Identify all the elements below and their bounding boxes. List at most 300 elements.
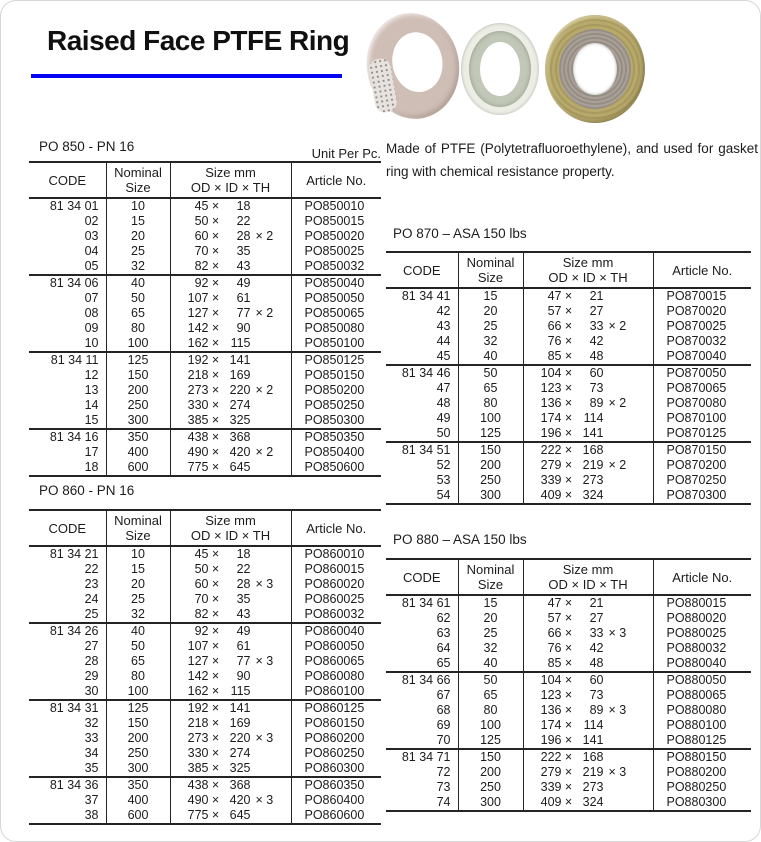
article-no-cell: PO850080	[291, 321, 381, 336]
size-cell: 70 × 35	[170, 592, 291, 607]
code-cell: 64	[436, 641, 451, 655]
po860-table	[29, 509, 381, 825]
column-header: Size mm OD × ID × TH	[170, 510, 291, 546]
article-no-cell: PO850015	[291, 214, 381, 229]
po880-table	[386, 558, 751, 812]
code-cell: 23	[84, 577, 99, 591]
nominal-size-cell: 400	[106, 793, 170, 808]
code-group	[29, 275, 381, 352]
table-row	[386, 795, 751, 811]
article-no-cell: PO880050	[653, 672, 751, 688]
nominal-size-cell: 100	[458, 718, 523, 733]
size-cell: 57 × 27	[523, 304, 653, 319]
nominal-size-cell: 150	[458, 442, 523, 458]
article-no-cell: PO870025	[653, 319, 751, 334]
table-row	[386, 703, 751, 718]
size-cell: 107 × 61	[170, 639, 291, 654]
nominal-size-cell: 32	[106, 607, 170, 623]
code-cell: 02	[84, 214, 99, 228]
article-no-cell: PO870080	[653, 396, 751, 411]
nominal-size-cell: 200	[458, 765, 523, 780]
article-no-cell: PO850600	[291, 460, 381, 476]
table-row	[29, 445, 381, 460]
article-no-cell: PO860040	[291, 623, 381, 639]
article-no-cell: PO860150	[291, 716, 381, 731]
article-no-cell: PO860200	[291, 731, 381, 746]
code-cell: 81 34 16	[49, 430, 99, 444]
size-cell: 104 × 60	[523, 672, 653, 688]
table-row	[386, 473, 751, 488]
code-group	[386, 595, 751, 672]
size-cell: 136 × 89 × 3	[523, 703, 653, 718]
table-row	[386, 656, 751, 672]
article-no-cell: PO850025	[291, 244, 381, 259]
table-row	[29, 746, 381, 761]
code-cell: 38	[84, 808, 99, 822]
code-cell: 73	[436, 780, 451, 794]
column-header: CODE	[48, 520, 87, 536]
nominal-size-cell: 25	[458, 319, 523, 334]
article-no-cell: PO860032	[291, 607, 381, 623]
code-cell: 62	[436, 611, 451, 625]
table-row	[386, 304, 751, 319]
code-cell: 43	[436, 319, 451, 333]
size-cell: 45 × 18	[170, 546, 291, 562]
size-cell: 192 × 141	[170, 700, 291, 716]
size-cell: 47 × 21	[523, 595, 653, 611]
nominal-size-cell: 125	[458, 733, 523, 749]
code-group	[29, 352, 381, 429]
article-no-cell: PO870040	[653, 349, 751, 365]
article-no-cell: PO860600	[291, 808, 381, 824]
table-row	[386, 626, 751, 641]
article-no-cell: PO860015	[291, 562, 381, 577]
column-header: Nominal Size	[106, 162, 170, 198]
size-cell: 192 × 141	[170, 352, 291, 368]
column-header: Size mm OD × ID × TH	[523, 559, 653, 595]
size-cell: 339 × 273	[523, 780, 653, 795]
article-no-cell: PO850040	[291, 275, 381, 291]
table-row	[29, 607, 381, 623]
code-cell: 68	[436, 703, 451, 717]
size-cell: 142 × 90	[170, 321, 291, 336]
article-no-cell: PO880080	[653, 703, 751, 718]
column-header: Size mm OD × ID × TH	[523, 252, 653, 288]
column-header: CODE	[402, 262, 441, 278]
code-cell: 81 34 06	[49, 276, 99, 290]
article-no-cell: PO850150	[291, 368, 381, 383]
table-row	[386, 765, 751, 780]
article-no-cell: PO880150	[653, 749, 751, 765]
code-cell: 34	[84, 746, 99, 760]
nominal-size-cell: 300	[458, 488, 523, 504]
table-row	[386, 749, 751, 765]
code-cell: 81 34 26	[49, 624, 99, 638]
table-row	[29, 336, 381, 352]
table-row	[29, 413, 381, 429]
size-cell: 162 × 115	[170, 336, 291, 352]
code-cell: 27	[84, 639, 99, 653]
code-cell: 10	[84, 336, 99, 350]
size-cell: 45 × 18	[170, 198, 291, 214]
nominal-size-cell: 40	[106, 275, 170, 291]
code-cell: 03	[84, 229, 99, 243]
nominal-size-cell: 15	[458, 595, 523, 611]
nominal-size-cell: 350	[106, 777, 170, 793]
code-cell: 81 34 71	[401, 750, 451, 764]
code-cell: 53	[436, 473, 451, 487]
code-cell: 72	[436, 765, 451, 779]
nominal-size-cell: 15	[106, 214, 170, 229]
table-row	[29, 352, 381, 368]
size-cell: 339 × 273	[523, 473, 653, 488]
nominal-size-cell: 100	[106, 336, 170, 352]
nominal-size-cell: 300	[106, 413, 170, 429]
code-cell: 08	[84, 306, 99, 320]
table-heading-po850: PO 850 - PN 16	[39, 139, 135, 154]
nominal-size-cell: 150	[106, 716, 170, 731]
article-no-cell: PO870065	[653, 381, 751, 396]
size-cell: 85 × 48	[523, 656, 653, 672]
table-row	[29, 777, 381, 793]
table-row	[29, 731, 381, 746]
nominal-size-cell: 65	[458, 688, 523, 703]
size-cell: 82 × 43	[170, 607, 291, 623]
code-cell: 81 34 31	[49, 701, 99, 715]
table-row	[29, 398, 381, 413]
product-description: Made of PTFE (Polytetrafluoroethylene), and used for gasket ring with chemical resistance property.	[386, 141, 758, 179]
table-row	[29, 460, 381, 476]
code-cell: 81 34 41	[401, 289, 451, 303]
article-no-cell: PO870125	[653, 426, 751, 442]
table-row	[29, 368, 381, 383]
size-cell: 218 × 169	[170, 368, 291, 383]
size-cell: 279 × 219 × 3	[523, 765, 653, 780]
nominal-size-cell: 50	[106, 639, 170, 654]
article-no-cell: PO850010	[291, 198, 381, 214]
code-cell: 44	[436, 334, 451, 348]
table-row	[29, 306, 381, 321]
nominal-size-cell: 15	[458, 288, 523, 304]
title-underline	[31, 74, 342, 78]
nominal-size-cell: 80	[458, 703, 523, 718]
nominal-size-cell: 80	[106, 669, 170, 684]
article-no-cell: PO880040	[653, 656, 751, 672]
table-row	[29, 198, 381, 214]
size-cell: 92 × 49	[170, 623, 291, 639]
po870-table	[386, 251, 751, 505]
article-no-cell: PO850125	[291, 352, 381, 368]
size-cell: 92 × 49	[170, 275, 291, 291]
nominal-size-cell: 50	[458, 672, 523, 688]
article-no-cell: PO850032	[291, 259, 381, 275]
article-no-cell: PO880125	[653, 733, 751, 749]
table-row	[29, 562, 381, 577]
article-no-cell: PO850100	[291, 336, 381, 352]
nominal-size-cell: 350	[106, 429, 170, 445]
article-no-cell: PO880025	[653, 626, 751, 641]
size-cell: 60 × 28 × 3	[170, 577, 291, 592]
code-cell: 14	[84, 398, 99, 412]
nominal-size-cell: 20	[458, 304, 523, 319]
table-row	[29, 275, 381, 291]
nominal-size-cell: 125	[458, 426, 523, 442]
nominal-size-cell: 40	[106, 623, 170, 639]
nominal-size-cell: 250	[106, 398, 170, 413]
article-no-cell: PO880032	[653, 641, 751, 656]
code-cell: 81 34 51	[401, 443, 451, 457]
table-row	[29, 383, 381, 398]
size-cell: 66 × 33 × 3	[523, 626, 653, 641]
nominal-size-cell: 250	[458, 473, 523, 488]
code-group	[386, 442, 751, 504]
article-no-cell: PO850300	[291, 413, 381, 429]
table-row	[29, 623, 381, 639]
table-row	[386, 595, 751, 611]
table-row	[386, 688, 751, 703]
table-row	[29, 577, 381, 592]
size-cell: 174 × 114	[523, 718, 653, 733]
size-cell: 438 × 368	[170, 429, 291, 445]
nominal-size-cell: 25	[106, 244, 170, 259]
nominal-size-cell: 20	[106, 577, 170, 592]
table-row	[386, 488, 751, 504]
table-row	[29, 700, 381, 716]
size-cell: 775 × 645	[170, 460, 291, 476]
size-cell: 490 × 420 × 2	[170, 445, 291, 460]
po850-table	[29, 161, 381, 477]
size-cell: 279 × 219 × 2	[523, 458, 653, 473]
code-cell: 81 34 36	[49, 778, 99, 792]
nominal-size-cell: 300	[106, 761, 170, 777]
article-no-cell: PO860065	[291, 654, 381, 669]
table-row	[29, 716, 381, 731]
nominal-size-cell: 32	[458, 641, 523, 656]
nominal-size-cell: 50	[106, 291, 170, 306]
article-no-cell: PO850400	[291, 445, 381, 460]
code-cell: 65	[436, 656, 451, 670]
size-cell: 222 × 168	[523, 749, 653, 765]
article-no-cell: PO880250	[653, 780, 751, 795]
table-row	[386, 426, 751, 442]
code-cell: 81 34 21	[49, 547, 99, 561]
size-cell: 76 × 42	[523, 334, 653, 349]
code-group	[29, 623, 381, 700]
size-cell: 196 × 141	[523, 426, 653, 442]
article-no-cell: PO880300	[653, 795, 751, 811]
table-row	[29, 244, 381, 259]
nominal-size-cell: 200	[106, 383, 170, 398]
size-cell: 330 × 274	[170, 398, 291, 413]
code-cell: 12	[84, 368, 99, 382]
nominal-size-cell: 15	[106, 562, 170, 577]
code-cell: 45	[436, 349, 451, 363]
article-no-cell: PO860025	[291, 592, 381, 607]
size-cell: 409 × 324	[523, 488, 653, 504]
nominal-size-cell: 10	[106, 546, 170, 562]
code-group	[386, 365, 751, 442]
table-row	[29, 654, 381, 669]
code-cell: 17	[84, 445, 99, 459]
code-cell: 81 34 61	[401, 596, 451, 610]
nominal-size-cell: 25	[458, 626, 523, 641]
column-header: Article No.	[653, 559, 751, 595]
table-row	[29, 669, 381, 684]
table-row	[29, 684, 381, 700]
size-cell: 142 × 90	[170, 669, 291, 684]
article-no-cell: PO860300	[291, 761, 381, 777]
article-no-cell: PO880065	[653, 688, 751, 703]
nominal-size-cell: 250	[106, 746, 170, 761]
nominal-size-cell: 80	[458, 396, 523, 411]
nominal-size-cell: 50	[458, 365, 523, 381]
table-heading-po860: PO 860 - PN 16	[39, 483, 135, 498]
column-header: Size mm OD × ID × TH	[170, 162, 291, 198]
table-row	[29, 214, 381, 229]
article-no-cell: PO870200	[653, 458, 751, 473]
code-cell: 49	[436, 411, 451, 425]
nominal-size-cell: 80	[106, 321, 170, 336]
table-heading-po880: PO 880 – ASA 150 lbs	[393, 532, 527, 547]
article-no-cell: PO850200	[291, 383, 381, 398]
table-row	[29, 639, 381, 654]
nominal-size-cell: 10	[106, 198, 170, 214]
article-no-cell: PO850050	[291, 291, 381, 306]
code-group	[29, 198, 381, 275]
article-no-cell: PO860100	[291, 684, 381, 700]
size-cell: 385 × 325	[170, 761, 291, 777]
code-cell: 07	[84, 291, 99, 305]
article-no-cell: PO860350	[291, 777, 381, 793]
column-header: Nominal Size	[458, 559, 523, 595]
nominal-size-cell: 150	[458, 749, 523, 765]
table-row	[386, 733, 751, 749]
column-header: Nominal Size	[106, 510, 170, 546]
nominal-size-cell: 150	[106, 368, 170, 383]
size-cell: 57 × 27	[523, 611, 653, 626]
article-no-cell: PO860400	[291, 793, 381, 808]
code-cell: 35	[84, 761, 99, 775]
nominal-size-cell: 40	[458, 349, 523, 365]
table-heading-po870: PO 870 – ASA 150 lbs	[393, 226, 527, 241]
nominal-size-cell: 40	[458, 656, 523, 672]
table-row	[386, 396, 751, 411]
size-cell: 76 × 42	[523, 641, 653, 656]
nominal-size-cell: 65	[458, 381, 523, 396]
table-row	[29, 429, 381, 445]
code-cell: 25	[84, 607, 99, 621]
size-cell: 50 × 22	[170, 214, 291, 229]
column-header: Nominal Size	[458, 252, 523, 288]
code-cell: 37	[84, 793, 99, 807]
size-cell: 438 × 368	[170, 777, 291, 793]
nominal-size-cell: 100	[458, 411, 523, 426]
size-cell: 162 × 115	[170, 684, 291, 700]
code-cell: 81 34 01	[49, 199, 99, 213]
size-cell: 107 × 61	[170, 291, 291, 306]
article-no-cell: PO850020	[291, 229, 381, 244]
code-cell: 81 34 66	[401, 673, 451, 687]
spiral-wound-gasket-photo	[545, 15, 645, 123]
size-cell: 123 × 73	[523, 381, 653, 396]
code-group	[29, 777, 381, 824]
code-group	[29, 700, 381, 777]
code-cell: 70	[436, 733, 451, 747]
table-row	[386, 411, 751, 426]
code-cell: 67	[436, 688, 451, 702]
code-cell: 50	[436, 426, 451, 440]
nominal-size-cell: 250	[458, 780, 523, 795]
nominal-size-cell: 200	[458, 458, 523, 473]
article-no-cell: PO850350	[291, 429, 381, 445]
nominal-size-cell: 125	[106, 352, 170, 368]
column-header: Article No.	[291, 510, 381, 546]
size-cell: 409 × 324	[523, 795, 653, 811]
code-cell: 29	[84, 669, 99, 683]
article-no-cell: PO870300	[653, 488, 751, 504]
code-cell: 63	[436, 626, 451, 640]
nominal-size-cell: 25	[106, 592, 170, 607]
nominal-size-cell: 32	[458, 334, 523, 349]
page-title: Raised Face PTFE Ring	[47, 25, 350, 56]
code-cell: 28	[84, 654, 99, 668]
nominal-size-cell: 300	[458, 795, 523, 811]
nominal-size-cell: 65	[106, 654, 170, 669]
code-group	[386, 749, 751, 811]
code-cell: 33	[84, 731, 99, 745]
size-cell: 174 × 114	[523, 411, 653, 426]
size-cell: 66 × 33 × 2	[523, 319, 653, 334]
nominal-size-cell: 65	[106, 306, 170, 321]
code-cell: 74	[436, 795, 451, 809]
code-cell: 04	[84, 244, 99, 258]
table-row	[386, 780, 751, 795]
article-no-cell: PO870015	[653, 288, 751, 304]
size-cell: 330 × 274	[170, 746, 291, 761]
table-row	[29, 546, 381, 562]
code-cell: 32	[84, 716, 99, 730]
size-cell: 85 × 48	[523, 349, 653, 365]
code-cell: 09	[84, 321, 99, 335]
table-row	[386, 319, 751, 334]
size-cell: 136 × 89 × 2	[523, 396, 653, 411]
size-cell: 490 × 420 × 3	[170, 793, 291, 808]
code-cell: 52	[436, 458, 451, 472]
metal-gasket-ring-photo	[461, 23, 539, 115]
code-cell: 15	[84, 413, 99, 427]
code-group	[29, 429, 381, 476]
table-row	[386, 349, 751, 365]
code-group	[386, 288, 751, 365]
code-group	[29, 546, 381, 623]
table-row	[386, 442, 751, 458]
table-row	[29, 259, 381, 275]
table-row	[386, 288, 751, 304]
code-cell: 30	[84, 684, 99, 698]
code-cell: 42	[436, 304, 451, 318]
article-no-cell: PO880200	[653, 765, 751, 780]
size-cell: 127 × 77 × 2	[170, 306, 291, 321]
size-cell: 273 × 220 × 2	[170, 383, 291, 398]
code-cell: 22	[84, 562, 99, 576]
code-cell: 05	[84, 259, 99, 273]
article-no-cell: PO860010	[291, 546, 381, 562]
article-no-cell: PO870150	[653, 442, 751, 458]
code-cell: 54	[436, 488, 451, 502]
nominal-size-cell: 125	[106, 700, 170, 716]
table-row	[386, 718, 751, 733]
code-group	[386, 672, 751, 749]
